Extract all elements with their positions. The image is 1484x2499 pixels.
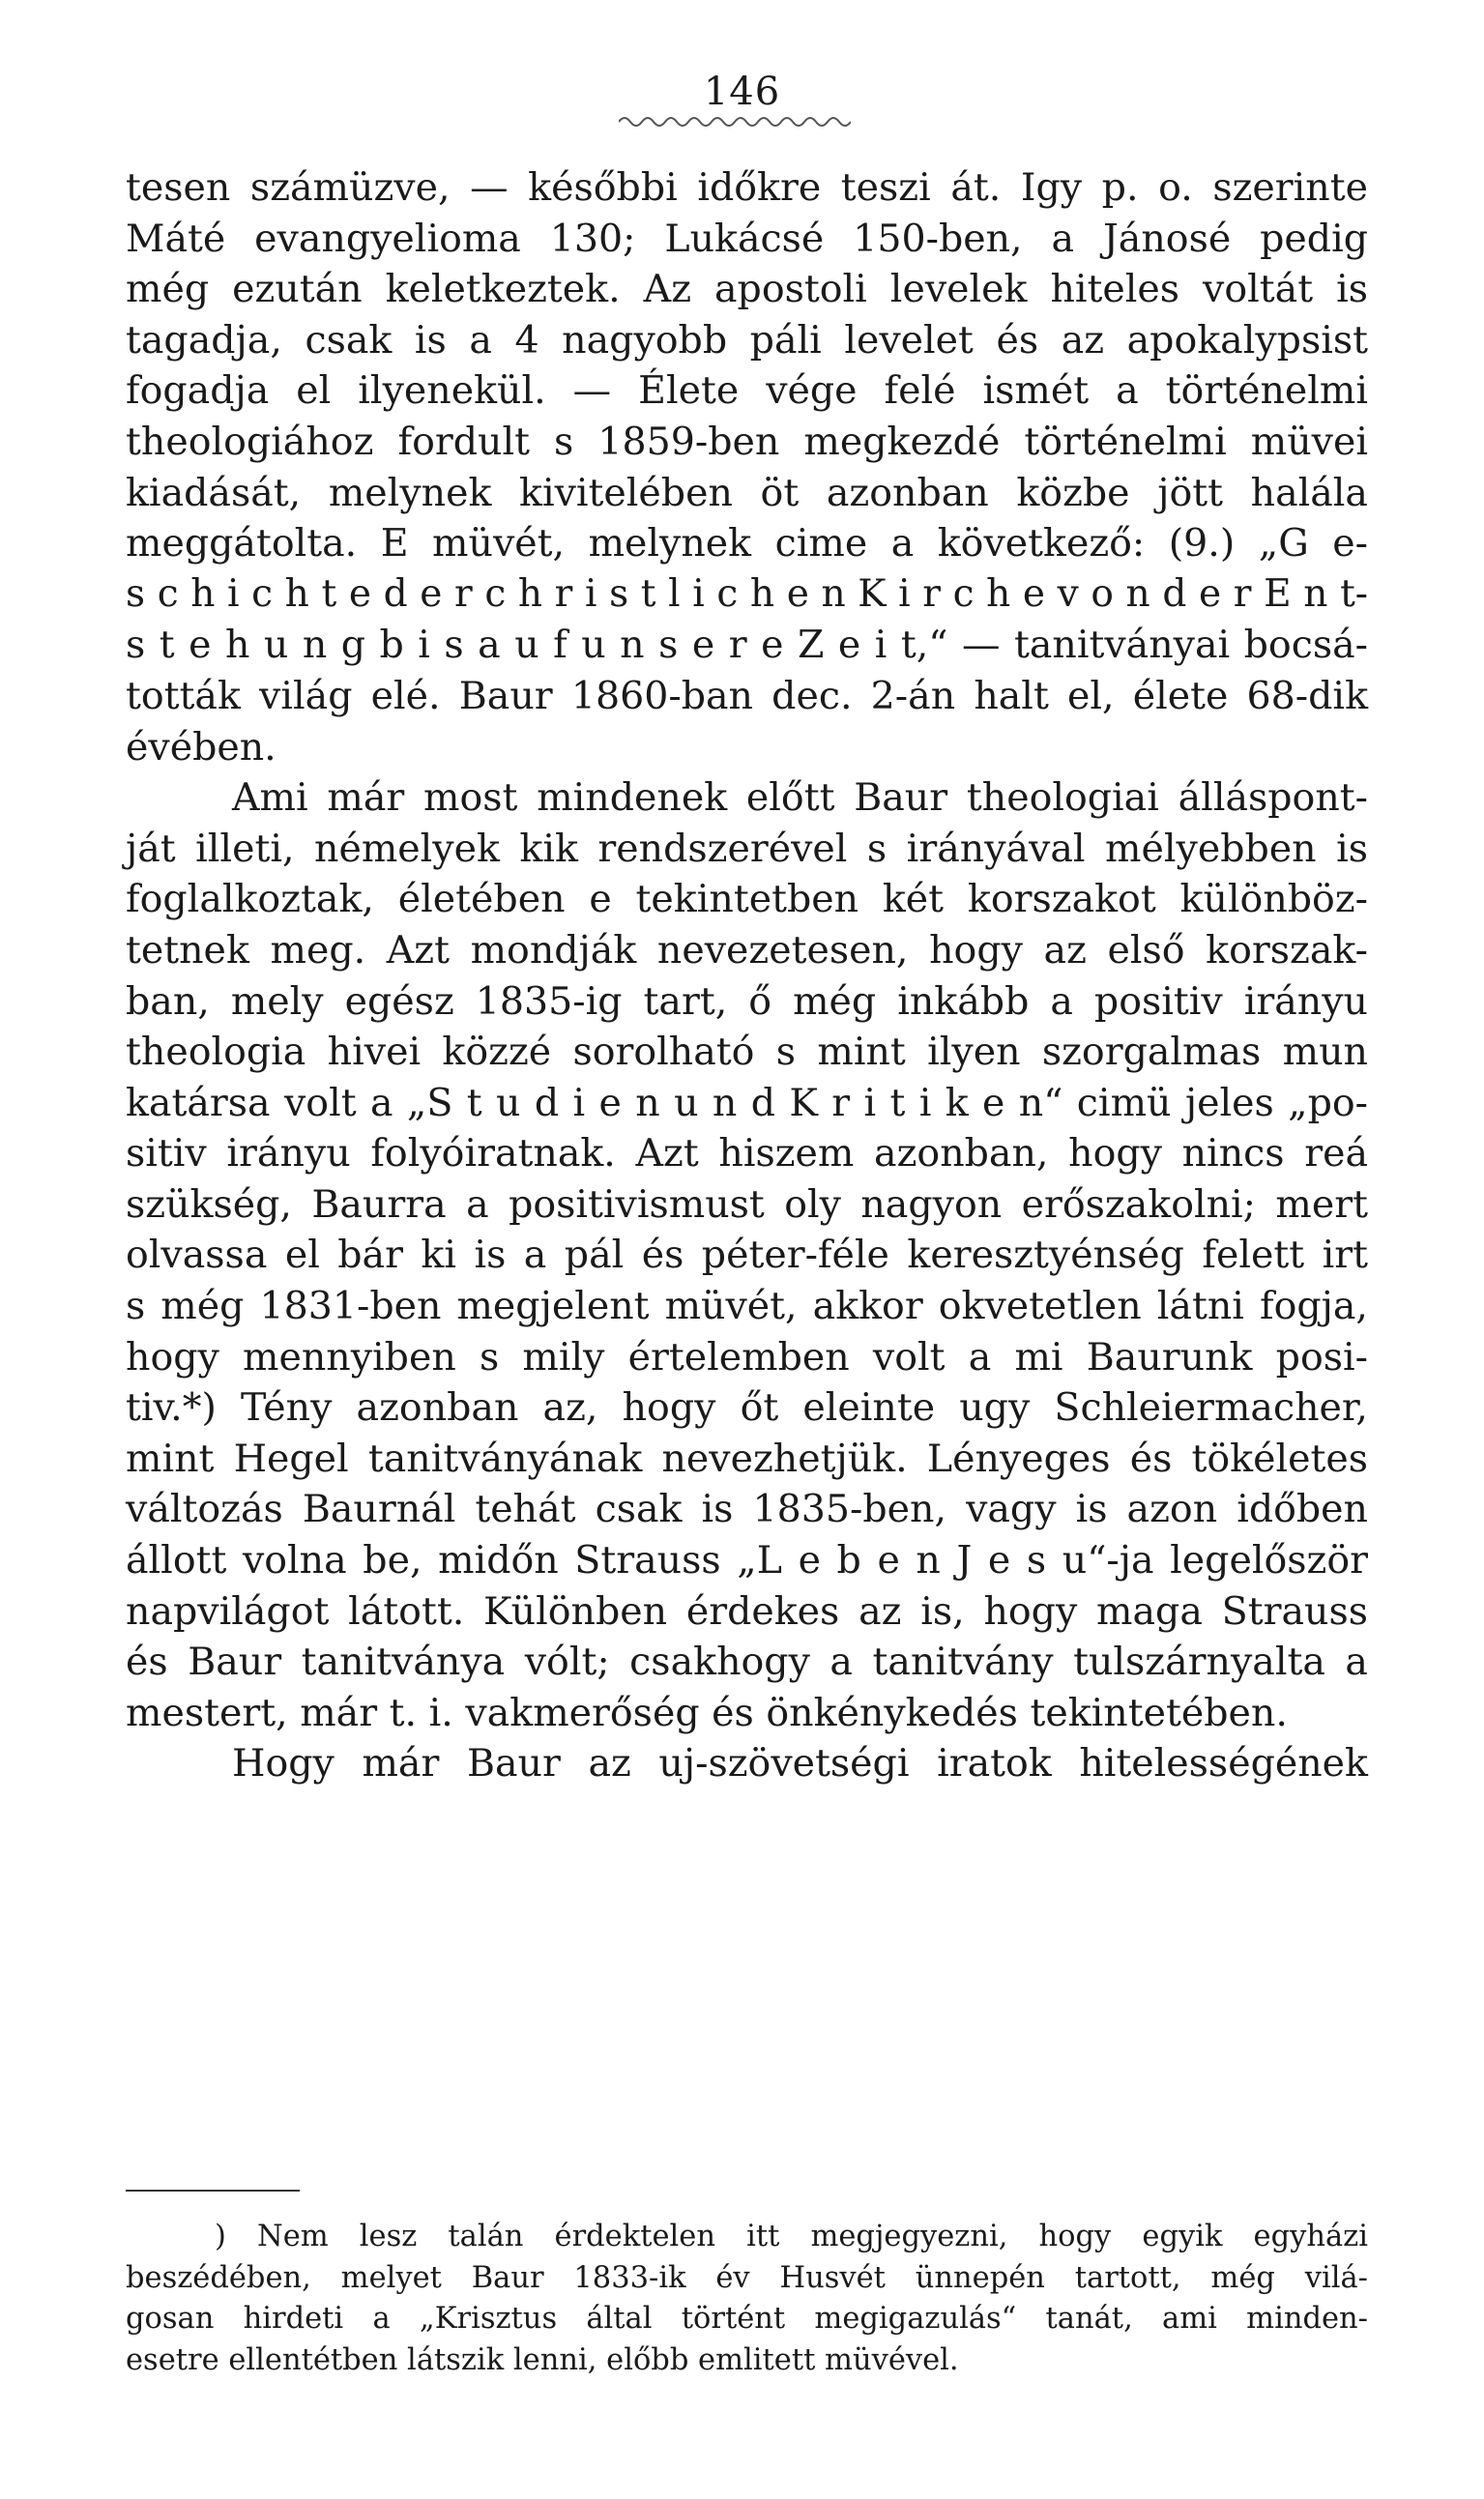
text-line: még ezután keletkeztek. Az apostoli levelek hiteles voltát is (126, 267, 1368, 312)
text-line: s még 1831-ben megjelent müvét, akkor okvetetlen látni fogja, (126, 1284, 1368, 1329)
text-line: tesen számüzve, — későbbi időkre teszi át. Igy p. o. szerinte (126, 165, 1368, 210)
text-line: ját illeti, némelyek kik rendszerével s irányával mélyebben is (126, 826, 1368, 871)
text-line: theologiához fordult s 1859-ben megkezdé történelmi müvei (126, 419, 1368, 464)
text-line: és Baur tanitványa vólt; csakhogy a tanitvány tulszárnyalta a (126, 1640, 1368, 1685)
text-line: s c h i c h t e d e r c h r i s t l i c h e n K i r c h e v o n d e r E n t- (126, 571, 1368, 616)
text-line: katársa volt a „S t u d i e n u n d K r i t i k e n“ cimü jeles „po- (126, 1080, 1368, 1125)
text-line: mint Hegel tanitványának nevezhetjük. Lényeges és tökéletes (126, 1436, 1368, 1481)
page-number: 146 (703, 70, 781, 114)
text-line: foglalkoztak, életében e tekintetben két korszakot különböz- (126, 877, 1368, 922)
paragraph (126, 162, 1368, 772)
text-line: napvilágot látott. Különben érdekes az is, hogy maga Strauss (126, 1588, 1368, 1634)
text-line: tagadja, csak is a 4 nagyobb páli levelet és az apokalypsist (126, 317, 1368, 363)
footnote-line: gosan hirdeti a „Krisztus által történt megigazulás“ tanát, ami minden- (126, 2302, 1368, 2336)
text-line: ban, mely egész 1835-ig tart, ő még inkább a positiv irányu (126, 978, 1368, 1024)
text-line: tetnek meg. Azt mondják nevezetesen, hogy az első korszak- (126, 927, 1368, 973)
text-line: állott volna be, midőn Strauss „L e b e n J e s u“-ja legelőször (126, 1538, 1368, 1584)
text-line: Hogy már Baur az uj-szövetségi iratok hitelességének (232, 1741, 1368, 1787)
text-line: évében. (126, 724, 276, 770)
text-line: tiv.*) Tény azonban az, hogy őt eleinte ugy Schleiermacher, (126, 1385, 1368, 1431)
text-line: Ami már most mindenek előtt Baur theologiai álláspont- (232, 775, 1368, 821)
text-line: tották világ elé. Baur 1860-ban dec. 2-án halt el, élete 68-dik (126, 673, 1368, 718)
text-line: fogadja el ilyenekül. — Élete vége felé ismét a történelmi (126, 368, 1368, 414)
footnote-line: beszédében, melyet Baur 1833-ik év Husvét ünnepén tartott, még vilá- (126, 2260, 1368, 2295)
text-line: s t e h u n g b i s a u f u n s e r e Z e i t,“ — tanitványai bocsá- (126, 623, 1368, 668)
text-line: meggátolta. E müvét, melynek cime a következő: (9.) „G e- (126, 521, 1368, 567)
footnote-line: ) Nem lesz talán érdektelen itt megjegyezni, hogy egyik egyházi (215, 2220, 1368, 2253)
paragraph (126, 772, 1368, 1738)
footnote (126, 2217, 1368, 2381)
text-line: kiadását, melynek kivitelében öt azonban közbe jött halála (126, 470, 1368, 515)
wavy-ornament-icon (619, 112, 851, 131)
text-line: theologia hivei közzé sorolható s mint ilyen szorgalmas mun (126, 1030, 1368, 1075)
text-line: Máté evangyelioma 130; Lukácsé 150-ben, a Jánosé pedig (126, 216, 1368, 261)
text-line: sitiv irányu folyóiratnak. Azt hiszem azonban, hogy nincs reá (126, 1131, 1368, 1177)
paragraph (126, 1738, 1368, 1789)
text-line: mestert, már t. i. vakmerőség és önkénykedés tekintetében. (126, 1690, 1288, 1735)
footnote-line: esetre ellentétben látszik lenni, előbb emlitett müvével. (126, 2342, 959, 2377)
main-text (126, 162, 1368, 1789)
text-line: olvassa el bár ki is a pál és péter-féle keresztyénség felett irt (126, 1233, 1368, 1278)
text-line: szükség, Baurra a positivismust oly nagyon erőszakolni; mert (126, 1181, 1368, 1227)
footnote-divider (126, 2190, 300, 2192)
text-line: változás Baurnál tehát csak is 1835-ben, vagy is azon időben (126, 1487, 1368, 1532)
text-line: hogy mennyiben s mily értelemben volt a mi Baurunk posi- (126, 1334, 1368, 1380)
